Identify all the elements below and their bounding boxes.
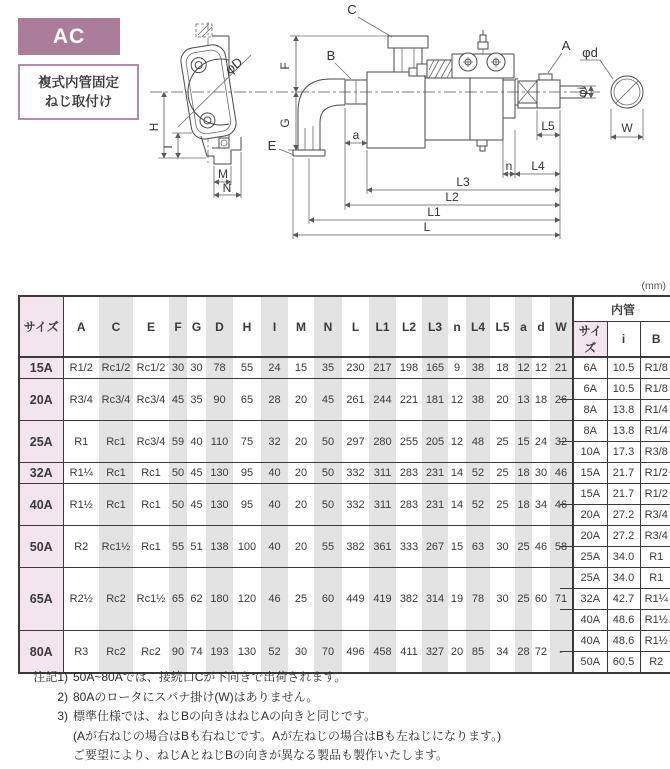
- cell-20A-H: 65: [233, 379, 261, 421]
- cell-20A-E: Rc3/4: [133, 379, 169, 421]
- cell-15A-a: 12: [515, 357, 532, 379]
- spec-table-head: [19, 296, 670, 357]
- table-row-15A: [19, 357, 670, 379]
- part-E-label: E: [267, 138, 277, 153]
- cell-50A-A: R2: [63, 526, 99, 568]
- dim-I-label: I: [161, 145, 175, 149]
- inner-cell-15A-1-0: 6A: [573, 357, 607, 379]
- cell-65A-W: 71: [550, 568, 573, 631]
- cell-15A-d: 12: [532, 357, 550, 379]
- note-line-4: [18, 727, 648, 747]
- cell-65A-L5: 30: [490, 568, 515, 631]
- cell-50A-d: 46: [532, 526, 550, 568]
- cell-65A-C: Rc2: [99, 568, 133, 631]
- col-header-d: d: [537, 319, 545, 334]
- dim-M-label: M: [218, 167, 228, 181]
- dim-phiD-label: φD: [222, 54, 246, 78]
- note-label: [18, 727, 68, 747]
- dim-H-label: H: [147, 122, 161, 132]
- inner-cell-20A-1-2: R1/8: [640, 379, 670, 400]
- cell-32A-L2: 283: [396, 463, 422, 484]
- cell-32A-A: R1¼: [63, 463, 99, 484]
- note-line-1: [18, 668, 648, 688]
- cell-25A-I: 32: [261, 421, 288, 463]
- cell-50A-L: 382: [342, 526, 369, 568]
- cell-50A-M: 20: [288, 526, 314, 568]
- cell-25A-L1: 280: [369, 421, 396, 463]
- cell-65A-M: 25: [288, 568, 314, 631]
- dim-L-label: L: [423, 220, 431, 234]
- cell-20A-d: 18: [532, 379, 550, 421]
- cell-15A-L1: 217: [369, 357, 396, 379]
- cell-20A-G: 35: [187, 379, 206, 421]
- dim-phid-label: φd: [582, 45, 598, 60]
- cell-25A-L4: 48: [466, 421, 490, 463]
- cell-32A-a: 18: [515, 463, 532, 484]
- dim-F-label: F: [278, 62, 292, 70]
- cell-40A-I: 40: [261, 484, 288, 526]
- cell-50A-a: 25: [515, 526, 532, 568]
- cell-80A-M: 30: [288, 631, 314, 674]
- cell-25A-L2: 255: [396, 421, 422, 463]
- col-header-I: I: [261, 296, 288, 357]
- inner-cell-65A-3-1: 48.6: [607, 610, 640, 631]
- cell-65A-H: 120: [233, 568, 261, 631]
- cell-40A-E: Rc1: [133, 484, 169, 526]
- cell-50A-H: 100: [233, 526, 261, 568]
- cell-40A-G: 45: [187, 484, 206, 526]
- cell-80A-L1: 458: [369, 631, 396, 674]
- dim-L2-label: L2: [445, 190, 459, 204]
- table-row-25A-1: [19, 421, 670, 442]
- cell-15A-E: Rc1/2: [133, 357, 169, 379]
- inner-cell-40A-2-2: R3/4: [640, 505, 670, 526]
- inner-cell-20A-2-1: 13.8: [607, 400, 640, 421]
- inner-cell-25A-1-2: R1/4: [640, 421, 670, 442]
- inner-cell-20A-1-0: 6A: [573, 379, 607, 400]
- size-cell-25A: 25A: [19, 421, 63, 463]
- col-header-M: M: [296, 319, 306, 334]
- cell-40A-d: 34: [532, 484, 550, 526]
- variant-line1: 複式内管固定: [38, 75, 119, 90]
- cell-20A-L3: 181: [422, 379, 448, 421]
- cell-65A-L: 449: [342, 568, 369, 631]
- cell-32A-I: 40: [261, 463, 288, 484]
- note-text: (Aが右ねじの場合はBも右ねじです。Aが左ねじの場合はBも左ねじになります。): [73, 728, 502, 743]
- dim-L3-label: L3: [456, 175, 470, 189]
- cell-65A-L1: 419: [369, 568, 396, 631]
- table-row-20A-1: [19, 379, 670, 400]
- cell-32A-L1: 311: [369, 463, 396, 484]
- inner-cell-32A-1-0: 15A: [573, 463, 607, 484]
- cell-40A-M: 20: [288, 484, 314, 526]
- cell-40A-H: 95: [233, 484, 261, 526]
- inner-col-header-B: B: [640, 322, 670, 358]
- cell-20A-F: 45: [169, 379, 187, 421]
- cell-65A-L2: 382: [396, 568, 422, 631]
- cell-15A-L5: 18: [490, 357, 515, 379]
- cell-15A-W: 21: [550, 357, 573, 379]
- inner-cell-80A-1-0: 40A: [573, 631, 607, 652]
- cell-65A-A: R2½: [63, 568, 99, 631]
- cell-20A-L2: 221: [396, 379, 422, 421]
- part-A-label: A: [561, 38, 571, 53]
- cell-40A-N: 50: [314, 484, 342, 526]
- col-header-F: F: [169, 296, 187, 357]
- cell-25A-H: 75: [233, 421, 261, 463]
- size-cell-15A: 15A: [19, 357, 63, 379]
- cell-50A-L1: 361: [369, 526, 396, 568]
- cell-80A-d: 72: [532, 631, 550, 674]
- inner-cell-50A-2-2: R1: [640, 547, 670, 568]
- inner-col-header-size: サイズ: [573, 322, 607, 358]
- inner-cell-65A-1-2: R1: [640, 568, 670, 589]
- notes: [18, 668, 648, 766]
- cell-50A-C: Rc1½: [99, 526, 133, 568]
- col-header-D: D: [206, 296, 233, 357]
- inner-cell-80A-2-1: 60.5: [607, 652, 640, 674]
- col-header-L5: L5: [495, 319, 510, 334]
- table-row-80A-1: [19, 631, 670, 652]
- note-line-2: [18, 688, 648, 708]
- cell-80A-A: R3: [63, 631, 99, 674]
- cell-25A-F: 59: [169, 421, 187, 463]
- cell-25A-C: Rc1: [99, 421, 133, 463]
- inner-cell-40A-2-0: 20A: [573, 505, 607, 526]
- side-section-view: [268, 2, 596, 210]
- cell-20A-M: 20: [288, 379, 314, 421]
- inner-cell-80A-1-1: 48.6: [607, 631, 640, 652]
- note-line-3: [18, 707, 648, 727]
- cell-15A-A: R1/2: [63, 357, 99, 379]
- col-header-L4: L4: [466, 296, 490, 357]
- note-label: 3): [57, 709, 68, 723]
- cell-65A-a: 25: [515, 568, 532, 631]
- col-header-A: A: [76, 319, 86, 334]
- cell-20A-L4: 38: [466, 379, 490, 421]
- cell-20A-N: 45: [314, 379, 342, 421]
- cell-15A-L4: 38: [466, 357, 490, 379]
- cell-50A-L3: 267: [422, 526, 448, 568]
- inner-cell-50A-1-1: 27.2: [607, 526, 640, 547]
- technical-drawing: [0, 0, 670, 290]
- cell-65A-L3: 314: [422, 568, 448, 631]
- cell-50A-L4: 63: [466, 526, 490, 568]
- cell-20A-D: 90: [206, 379, 233, 421]
- col-header-L3: L3: [422, 296, 448, 357]
- note-text: 50A~80Aでは、接続口Cが下向きで出荷されます。: [73, 670, 347, 684]
- cell-25A-a: 15: [515, 421, 532, 463]
- cell-25A-L5: 25: [490, 421, 515, 463]
- dim-W-label: W: [621, 121, 633, 135]
- cell-20A-C: Rc3/4: [99, 379, 133, 421]
- inner-cell-65A-3-2: R1½: [640, 610, 670, 631]
- cell-65A-D: 180: [206, 568, 233, 631]
- cell-25A-L3: 205: [422, 421, 448, 463]
- cell-25A-D: 110: [206, 421, 233, 463]
- cell-15A-L: 230: [342, 357, 369, 379]
- cell-40A-A: R1½: [63, 484, 99, 526]
- table-row-40A-1: [19, 484, 670, 505]
- cell-32A-W: 46: [550, 463, 573, 484]
- cell-80A-F: 90: [169, 631, 187, 674]
- inner-cell-25A-2-1: 17.3: [607, 442, 640, 463]
- cell-65A-N: 60: [314, 568, 342, 631]
- variant-line2: ねじ取付け: [44, 94, 113, 109]
- cell-20A-n: 12: [448, 379, 466, 421]
- cell-50A-D: 138: [206, 526, 233, 568]
- cell-20A-L5: 20: [490, 379, 515, 421]
- inner-cell-15A-1-2: R1/8: [640, 357, 670, 379]
- col-header-n: n: [453, 319, 461, 334]
- series-code: AC: [52, 24, 86, 48]
- inner-cell-40A-1-2: R1/2: [640, 484, 670, 505]
- unit-label: (mm): [641, 280, 666, 292]
- inner-cell-15A-1-1: 10.5: [607, 357, 640, 379]
- cell-50A-G: 51: [187, 526, 206, 568]
- cell-32A-G: 45: [187, 463, 206, 484]
- inner-cell-50A-2-0: 25A: [573, 547, 607, 568]
- inner-cell-65A-3-0: 40A: [573, 610, 607, 631]
- inner-cell-50A-1-2: R3/4: [640, 526, 670, 547]
- cell-32A-L4: 52: [466, 463, 490, 484]
- cell-80A-C: Rc2: [99, 631, 133, 674]
- inner-col-header-i: i: [607, 322, 640, 358]
- cell-80A-n: 20: [448, 631, 466, 674]
- size-cell-32A: 32A: [19, 463, 63, 484]
- cell-40A-n: 14: [448, 484, 466, 526]
- cell-65A-I: 46: [261, 568, 288, 631]
- cell-15A-L2: 198: [396, 357, 422, 379]
- cell-40A-L1: 311: [369, 484, 396, 526]
- col-header-L2: L2: [401, 319, 416, 334]
- cell-40A-L: 332: [342, 484, 369, 526]
- cell-40A-C: Rc1: [99, 484, 133, 526]
- cell-32A-L5: 25: [490, 463, 515, 484]
- size-cell-80A: 80A: [19, 631, 63, 674]
- table-row-32A: [19, 463, 670, 484]
- cell-25A-W: 32: [550, 421, 573, 463]
- cell-65A-F: 65: [169, 568, 187, 631]
- size-cell-20A: 20A: [19, 379, 63, 421]
- dim-a-label: a: [352, 128, 360, 142]
- cell-65A-L4: 78: [466, 568, 490, 631]
- cell-40A-F: 50: [169, 484, 187, 526]
- cell-25A-G: 40: [187, 421, 206, 463]
- inner-cell-40A-1-0: 15A: [573, 484, 607, 505]
- cell-15A-D: 78: [206, 357, 233, 379]
- cell-20A-A: R3/4: [63, 379, 99, 421]
- cell-80A-L4: 85: [466, 631, 490, 674]
- cell-50A-L2: 333: [396, 526, 422, 568]
- cell-15A-C: Rc1/2: [99, 357, 133, 379]
- cell-25A-E: Rc3/4: [133, 421, 169, 463]
- cell-65A-d: 60: [532, 568, 550, 631]
- cell-50A-E: Rc1: [133, 526, 169, 568]
- cell-50A-F: 55: [169, 526, 187, 568]
- cell-20A-a: 13: [515, 379, 532, 421]
- cell-15A-I: 24: [261, 357, 288, 379]
- cell-15A-n: 9: [448, 357, 466, 379]
- inner-cell-50A-2-1: 34.0: [607, 547, 640, 568]
- cell-32A-d: 30: [532, 463, 550, 484]
- dim-L5-label: L5: [541, 119, 555, 133]
- part-B-label: B: [326, 48, 336, 63]
- inner-cell-65A-1-1: 34.0: [607, 568, 640, 589]
- inner-cell-25A-2-0: 10A: [573, 442, 607, 463]
- cell-20A-L1: 244: [369, 379, 396, 421]
- inner-cell-65A-1-0: 25A: [573, 568, 607, 589]
- inner-cell-65A-2-2: R1¼: [640, 589, 670, 610]
- cell-25A-A: R1: [63, 421, 99, 463]
- size-cell-50A: 50A: [19, 526, 63, 568]
- cell-80A-I: 52: [261, 631, 288, 674]
- cell-32A-D: 130: [206, 463, 233, 484]
- cell-20A-W: 26: [550, 379, 573, 421]
- header-row-1: [19, 296, 670, 322]
- cell-40A-L2: 283: [396, 484, 422, 526]
- col-header-N: N: [314, 296, 342, 357]
- inner-cell-20A-2-0: 8A: [573, 400, 607, 421]
- cell-15A-F: 30: [169, 357, 187, 379]
- cell-40A-L5: 25: [490, 484, 515, 526]
- cell-80A-L2: 411: [396, 631, 422, 674]
- dim-L4-label: L4: [531, 159, 545, 173]
- note-label: 注記1): [33, 670, 68, 684]
- inner-cell-25A-1-0: 8A: [573, 421, 607, 442]
- cell-80A-L5: 34: [490, 631, 515, 674]
- cell-40A-L4: 52: [466, 484, 490, 526]
- inner-cell-25A-1-1: 13.8: [607, 421, 640, 442]
- inner-cell-40A-2-1: 27.2: [607, 505, 640, 526]
- spec-table: [18, 295, 670, 674]
- cell-25A-d: 24: [532, 421, 550, 463]
- cell-40A-a: 18: [515, 484, 532, 526]
- cell-65A-n: 19: [448, 568, 466, 631]
- inner-cell-50A-1-0: 20A: [573, 526, 607, 547]
- cell-65A-G: 62: [187, 568, 206, 631]
- dim-n-label: n: [505, 159, 513, 173]
- cell-25A-n: 12: [448, 421, 466, 463]
- inner-cell-32A-1-2: R1/2: [640, 463, 670, 484]
- dim-G-label: G: [278, 118, 292, 128]
- cell-20A-I: 28: [261, 379, 288, 421]
- cell-50A-N: 55: [314, 526, 342, 568]
- cell-32A-F: 50: [169, 463, 187, 484]
- col-header-E: E: [146, 319, 155, 334]
- cell-50A-I: 40: [261, 526, 288, 568]
- cell-40A-L3: 231: [422, 484, 448, 526]
- inner-cell-25A-2-2: R3/8: [640, 442, 670, 463]
- cell-15A-G: 30: [187, 357, 206, 379]
- dim-N-label: N: [222, 181, 232, 195]
- inner-cell-32A-1-1: 21.7: [607, 463, 640, 484]
- cell-32A-N: 50: [314, 463, 342, 484]
- cell-80A-G: 74: [187, 631, 206, 674]
- flange-end-view: [147, 22, 251, 198]
- cell-40A-W: 46: [550, 484, 573, 526]
- cell-80A-a: 28: [515, 631, 532, 674]
- note-label: [18, 746, 68, 766]
- cell-25A-L: 297: [342, 421, 369, 463]
- cell-32A-C: Rc1: [99, 463, 133, 484]
- cell-32A-n: 14: [448, 463, 466, 484]
- cell-80A-H: 130: [233, 631, 261, 674]
- table-row-50A-1: [19, 526, 670, 547]
- cell-50A-W: 58: [550, 526, 573, 568]
- col-header-size: サイズ: [19, 296, 63, 357]
- col-header-L: L: [351, 319, 360, 334]
- size-cell-65A: 65A: [19, 568, 63, 631]
- cell-15A-M: 15: [288, 357, 314, 379]
- cell-80A-E: Rc2: [133, 631, 169, 674]
- cell-25A-N: 50: [314, 421, 342, 463]
- col-header-a: a: [515, 296, 532, 357]
- cell-25A-M: 20: [288, 421, 314, 463]
- inner-cell-80A-1-2: R1½: [640, 631, 670, 652]
- col-header-W: W: [550, 296, 573, 357]
- note-text: 標準仕様では、ねじBの向きはねじAの向きと同じです。: [73, 709, 377, 723]
- part-C-label: C: [347, 2, 357, 17]
- note-line-5: [18, 746, 648, 766]
- cell-32A-E: Rc1: [133, 463, 169, 484]
- inner-tube-group-header: 内管: [573, 296, 670, 322]
- col-header-L1: L1: [369, 296, 396, 357]
- inner-cell-40A-1-1: 21.7: [607, 484, 640, 505]
- cell-32A-M: 20: [288, 463, 314, 484]
- cell-50A-L5: 30: [490, 526, 515, 568]
- cell-32A-L3: 231: [422, 463, 448, 484]
- spec-table-body: [19, 357, 670, 673]
- inner-cell-80A-2-0: 50A: [573, 652, 607, 674]
- cell-15A-L3: 165: [422, 357, 448, 379]
- cell-32A-L: 332: [342, 463, 369, 484]
- inner-cell-65A-2-0: 32A: [573, 589, 607, 610]
- cell-80A-N: 70: [314, 631, 342, 674]
- cell-50A-n: 15: [448, 526, 466, 568]
- inner-cell-80A-2-2: R2: [640, 652, 670, 674]
- cell-32A-H: 95: [233, 463, 261, 484]
- cell-40A-D: 130: [206, 484, 233, 526]
- cell-15A-N: 35: [314, 357, 342, 379]
- cell-80A-L3: 327: [422, 631, 448, 674]
- table-row-65A-1: [19, 568, 670, 589]
- cell-20A-L: 261: [342, 379, 369, 421]
- inner-cell-65A-2-1: 42.7: [607, 589, 640, 610]
- dim-L1-label: L1: [427, 205, 441, 219]
- inner-cell-20A-2-2: R1/4: [640, 400, 670, 421]
- cell-80A-D: 193: [206, 631, 233, 674]
- spec-table-wrap: [18, 295, 670, 674]
- size-cell-40A: 40A: [19, 484, 63, 526]
- dim-phii-label: φi: [575, 86, 589, 98]
- col-header-G: G: [191, 319, 202, 334]
- note-label: 2): [57, 689, 68, 704]
- inner-cell-20A-1-1: 10.5: [607, 379, 640, 400]
- cell-80A-W: -: [550, 631, 573, 674]
- note-text: 80Aのロータにスパナ掛け(W)はありません。: [73, 689, 319, 704]
- note-text: ご要望により、ねじAとねじBの向きが異なる製品も製作いたします。: [73, 748, 449, 762]
- cell-65A-E: Rc1½: [133, 568, 169, 631]
- cell-80A-L: 496: [342, 631, 369, 674]
- shaft-end-view: [580, 45, 643, 140]
- col-header-H: H: [242, 319, 252, 334]
- cell-15A-H: 55: [233, 357, 261, 379]
- col-header-C: C: [99, 296, 133, 357]
